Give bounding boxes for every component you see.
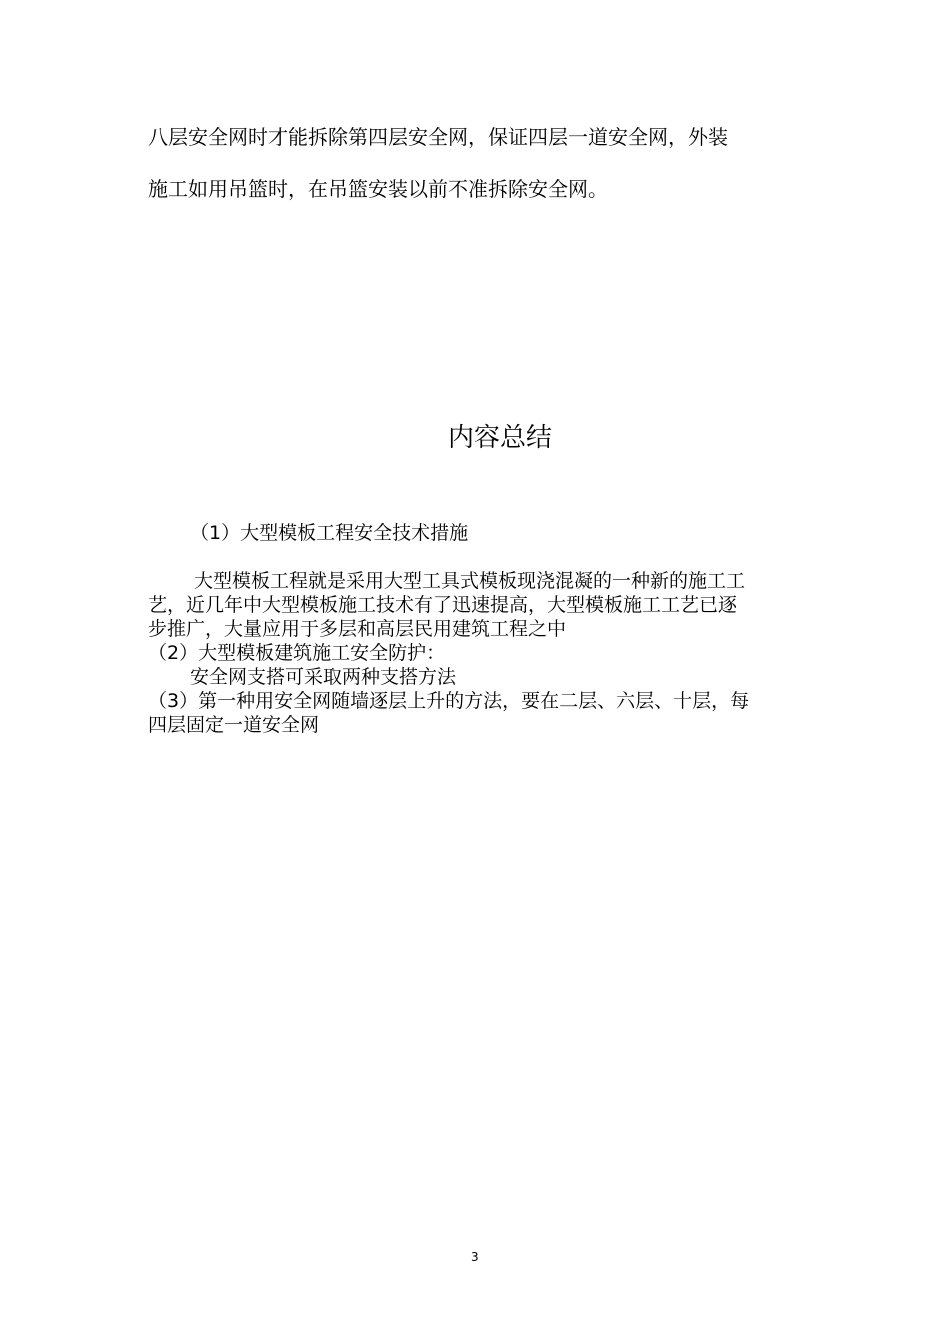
paragraph-line-2: 施工如用吊篮时，在吊篮安装以前不准拆除安全网。 (148, 177, 608, 201)
paragraph-line-1: 八层安全网时才能拆除第四层安全网，保证四层一道安全网，外装 (148, 125, 728, 149)
summary-line: 大型模板工程就是采用大型工具式模板现浇混凝的一种新的施工工 (194, 570, 746, 592)
summary-line: 步推广，大量应用于多层和高层民用建筑工程之中 (148, 618, 567, 640)
summary-heading-2: （2）大型模板建筑施工安全防护： (148, 642, 446, 664)
summary-heading-3: （3）第一种用安全网随墙逐层上升的方法，要在二层、六层、十层，每 (148, 690, 750, 712)
summary-heading-1: （1）大型模板工程安全技术措施 (190, 522, 469, 544)
summary-line: 艺，近几年中大型模板施工技术有了迅速提高，大型模板施工工艺已逐 (148, 594, 738, 616)
page-number: 3 (471, 1250, 479, 1264)
summary-line: 安全网支搭可采取两种支搭方法 (190, 666, 457, 688)
summary-title: 内容总结 (448, 423, 553, 453)
summary-line: 四层固定一道安全网 (148, 714, 320, 736)
